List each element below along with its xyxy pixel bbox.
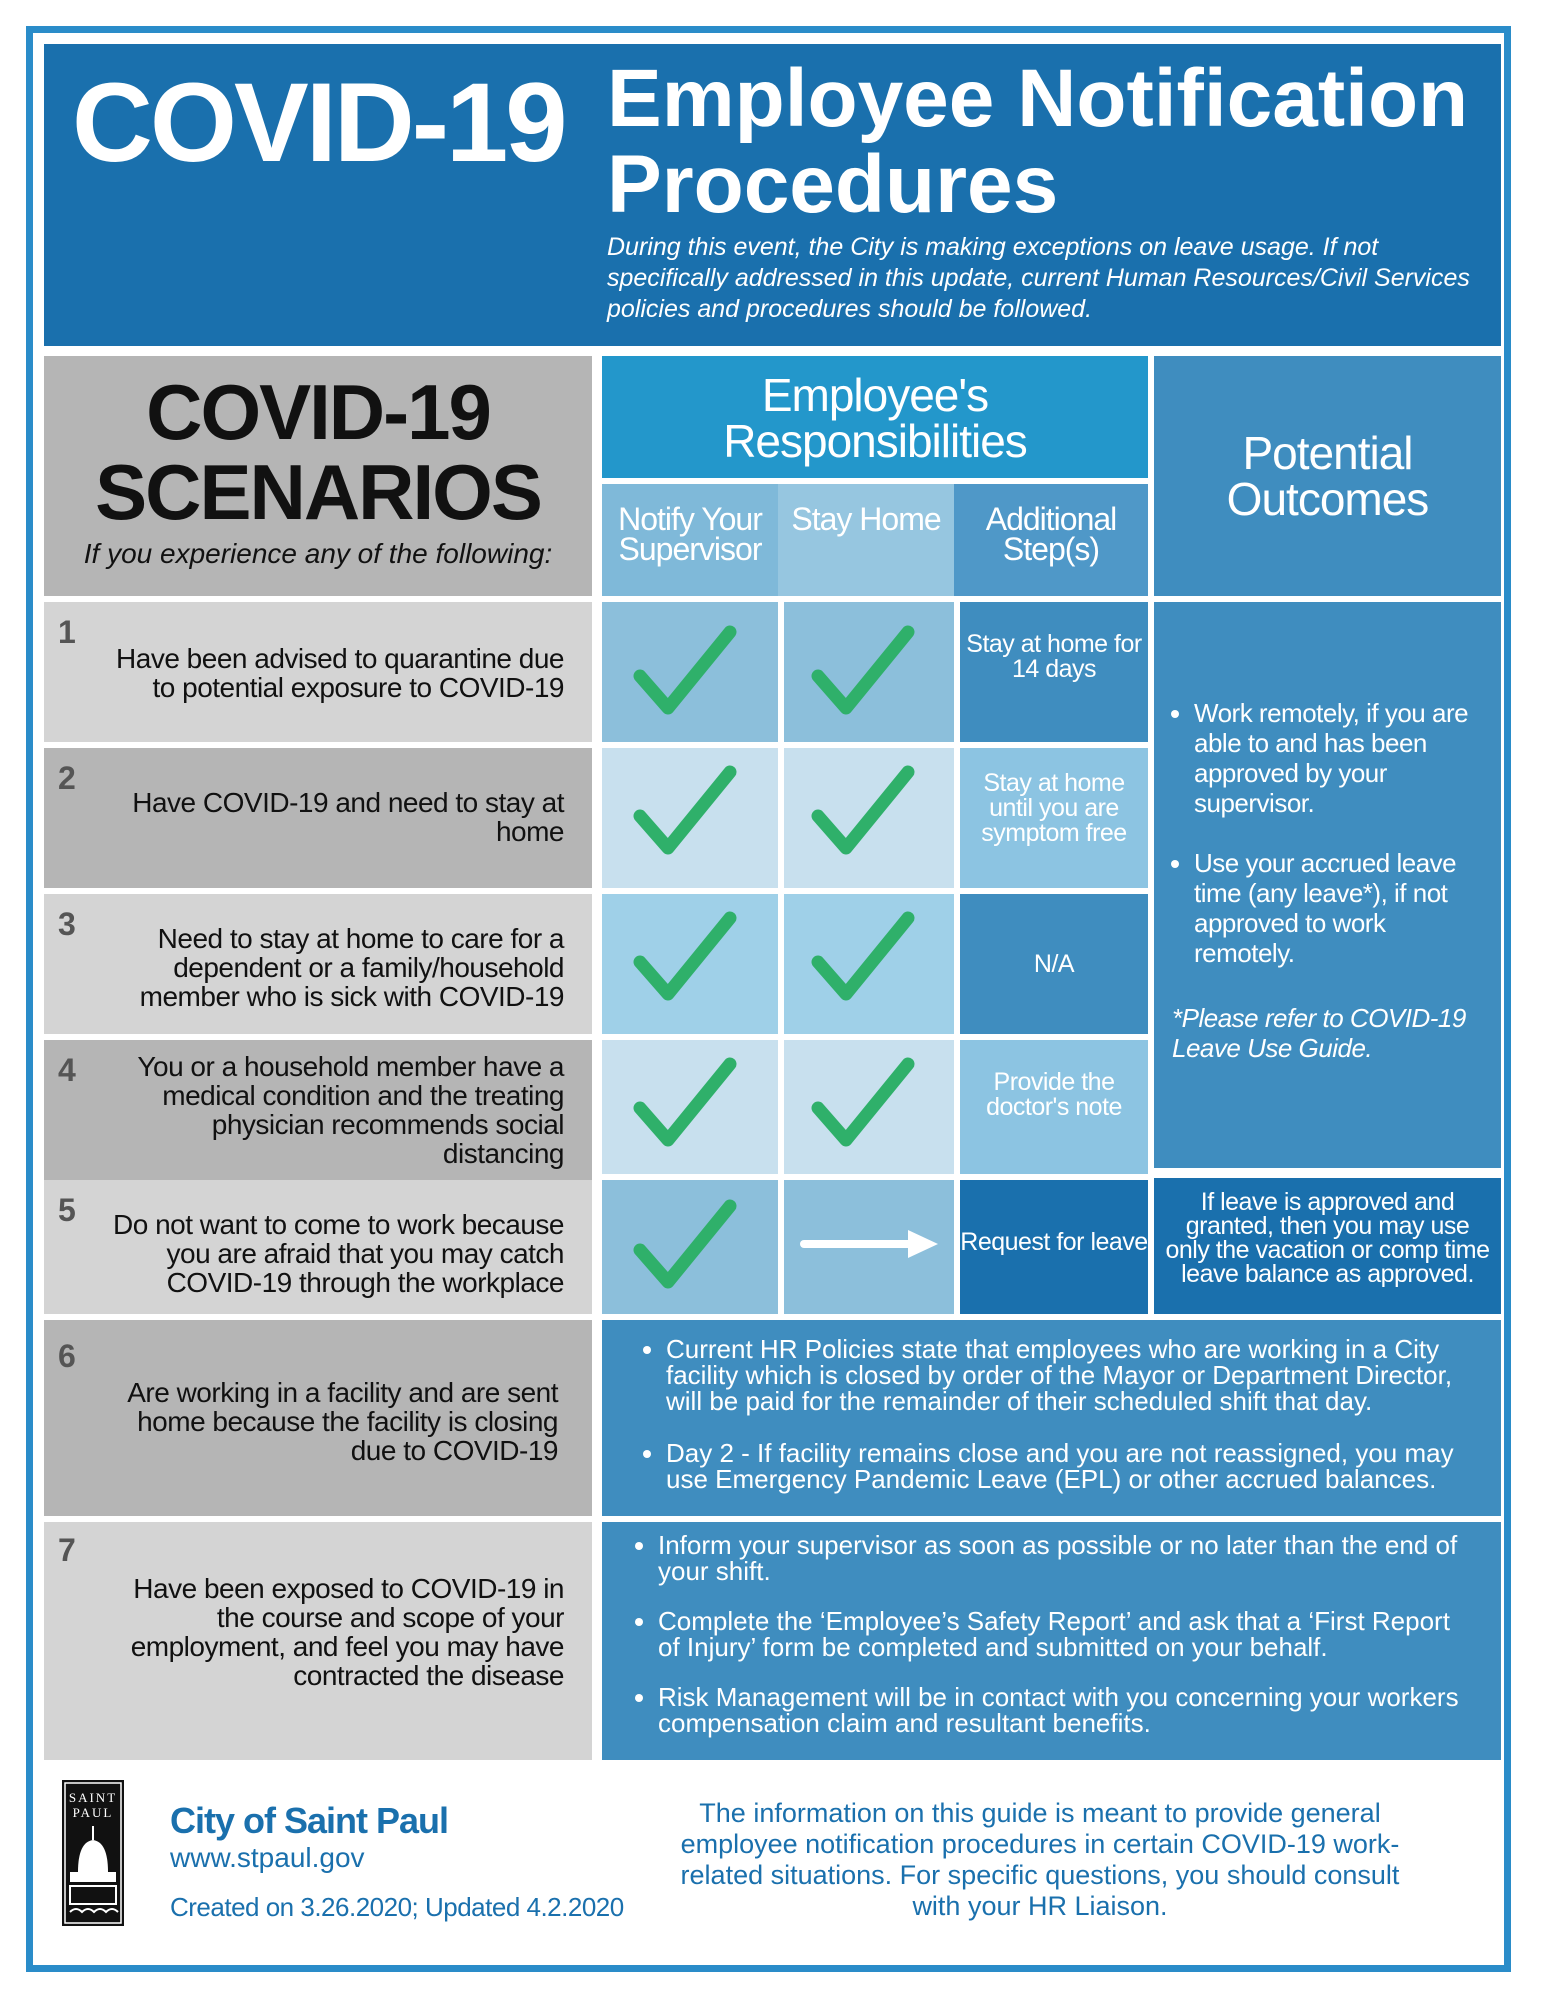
stay-cell-3 xyxy=(784,894,954,1034)
scenario-row-5 xyxy=(44,1180,592,1314)
outcome-item: • Use your accrued leave time (any leave*), if not approved to work remotely. xyxy=(1194,848,1492,968)
check-icon xyxy=(808,1054,918,1154)
scenario-row-6 xyxy=(44,1320,592,1516)
scenarios-title-line-1: COVID-19 xyxy=(146,368,490,456)
outcomes-list xyxy=(1172,698,1492,998)
check-icon xyxy=(630,1054,740,1154)
notify-cell-1 xyxy=(602,602,778,742)
outcomes-title-line-1: Potential xyxy=(1242,427,1413,479)
scenario-text: Have been exposed to COVID-19 in the course and scope of your employment, and feel you may have contracted the disease xyxy=(130,1573,564,1691)
outcomes-title xyxy=(1154,427,1501,525)
scenario-row-4 xyxy=(44,1040,592,1180)
outcome-item: • Inform your supervisor as soon as possible or no later than the end of your shift. xyxy=(658,1532,1477,1584)
column-header-additional: Additional Step(s) xyxy=(954,484,1148,596)
scenario-text: Do not want to come to work because you are afraid that you may catch COVID-19 through the workplace xyxy=(113,1209,564,1298)
title-line-1: Employee Notification xyxy=(607,53,1469,144)
outcome-item: • Day 2 - If facility remains close and you are not reassigned, you may use Emergency Pandemic Leave (EPL) or other accrued balances. xyxy=(666,1440,1477,1492)
notify-cell-3 xyxy=(602,894,778,1034)
additional-step-4: Provide the doctor's note xyxy=(960,1040,1148,1174)
outcomes-title-line-2: Outcomes xyxy=(1226,473,1429,525)
covid-label: COVID-19 xyxy=(72,60,565,185)
outcome-row-5: If leave is approved and granted, then you may use only the vacation or comp time leave balance as approved. xyxy=(1154,1178,1501,1314)
scenario-row-1 xyxy=(44,602,592,742)
intro-text: During this event, the City is making exceptions on leave usage. If not specifically addressed in this update, current Human Resources/Civil Services policies and procedures should be followed. xyxy=(607,233,1470,323)
scenario-row-2 xyxy=(44,748,592,888)
outcome-note: *Please refer to COVID-19 Leave Use Guide. xyxy=(1172,1003,1466,1063)
scenario-row-3 xyxy=(44,894,592,1034)
outcome-item: • Work remotely, if you are able to and has been approved by your supervisor. xyxy=(1194,698,1492,818)
scenario-number: 1 xyxy=(58,614,76,650)
scenario-number: 5 xyxy=(58,1192,76,1228)
title-line-2: Procedures xyxy=(607,139,1059,230)
stay-cell-1 xyxy=(784,602,954,742)
notify-cell-5 xyxy=(602,1180,778,1314)
responsibilities-title xyxy=(602,369,1148,467)
responsibilities-title-line-2: Responsibilities xyxy=(723,415,1027,467)
scenario-text: Are working in a facility and are sent home because the facility is closing due to COVID-19 xyxy=(127,1377,558,1466)
notify-cell-4 xyxy=(602,1040,778,1174)
stay-cell-2 xyxy=(784,748,954,888)
stay-cell-5 xyxy=(784,1180,954,1314)
column-header-notify: Notify Your Supervisor xyxy=(602,484,778,596)
check-icon xyxy=(808,622,918,722)
additional-step-2: Stay at home until you are symptom free xyxy=(960,748,1148,888)
outcome-item: • Complete the ‘Employee’s Safety Report’ and ask that a ‘First Report of Injury’ form be completed and submitted on your behalf. xyxy=(658,1608,1477,1660)
additional-step-5: Request for leave xyxy=(960,1180,1148,1314)
check-icon xyxy=(808,908,918,1008)
arrow-right-icon xyxy=(796,1226,944,1262)
responsibilities-title-line-1: Employee's xyxy=(761,369,989,421)
scenario-number: 7 xyxy=(58,1532,76,1568)
scenario-text: Need to stay at home to care for a dependent or a family/household member who is sick with COVID-19 xyxy=(139,923,564,1012)
scenario-text: Have COVID-19 and need to stay at home xyxy=(132,787,564,847)
check-icon xyxy=(630,622,740,722)
scenario-text: You or a household member have a medical condition and the treating physician recommends social distancing xyxy=(137,1051,564,1169)
created-date: Created on 3.26.2020; Updated 4.2.2020 xyxy=(170,1892,624,1922)
outcome-item: • Risk Management will be in contact with you concerning your workers compensation claim and resultant benefits. xyxy=(658,1684,1477,1736)
scenario-number: 6 xyxy=(58,1338,76,1374)
notify-cell-2 xyxy=(602,748,778,888)
scenario-row-7 xyxy=(44,1522,592,1760)
check-icon xyxy=(808,762,918,862)
check-icon xyxy=(630,908,740,1008)
additional-step-3: N/A xyxy=(960,894,1148,1034)
scenarios-subtitle: If you experience any of the following: xyxy=(83,538,553,569)
check-icon xyxy=(630,762,740,862)
outcome-item: • Current HR Policies state that employees who are working in a City facility which is closed by order of the Mayor or Department Director, will be paid for the remainder of their scheduled shift that day. xyxy=(666,1336,1477,1414)
city-url-link[interactable]: www.stpaul.gov xyxy=(170,1842,365,1873)
stay-cell-4 xyxy=(784,1040,954,1174)
scenario-text: Have been advised to quarantine due to potential exposure to COVID-19 xyxy=(116,643,564,703)
page-title xyxy=(607,53,1469,230)
column-header-stay: Stay Home xyxy=(778,484,954,596)
additional-step-1: Stay at home for 14 days xyxy=(960,602,1148,742)
scenario-number: 2 xyxy=(58,760,76,796)
scenario-number: 3 xyxy=(58,906,76,942)
logo-wordmark: SAINT PAUL xyxy=(68,1790,118,1820)
scenarios-title-line-2: SCENARIOS xyxy=(95,448,541,536)
check-icon xyxy=(630,1196,740,1296)
scenarios-title xyxy=(44,368,592,536)
scenario-number: 4 xyxy=(58,1052,76,1088)
outcome-row-6 xyxy=(602,1320,1501,1516)
outcome-row-7 xyxy=(602,1522,1501,1760)
city-name: City of Saint Paul xyxy=(170,1800,449,1841)
disclaimer-text: The information on this guide is meant to provide general employee notification procedures in certain COVID-19 work-related situations. For specific questions, you should consult with your HR Liaison. xyxy=(680,1798,1400,1921)
